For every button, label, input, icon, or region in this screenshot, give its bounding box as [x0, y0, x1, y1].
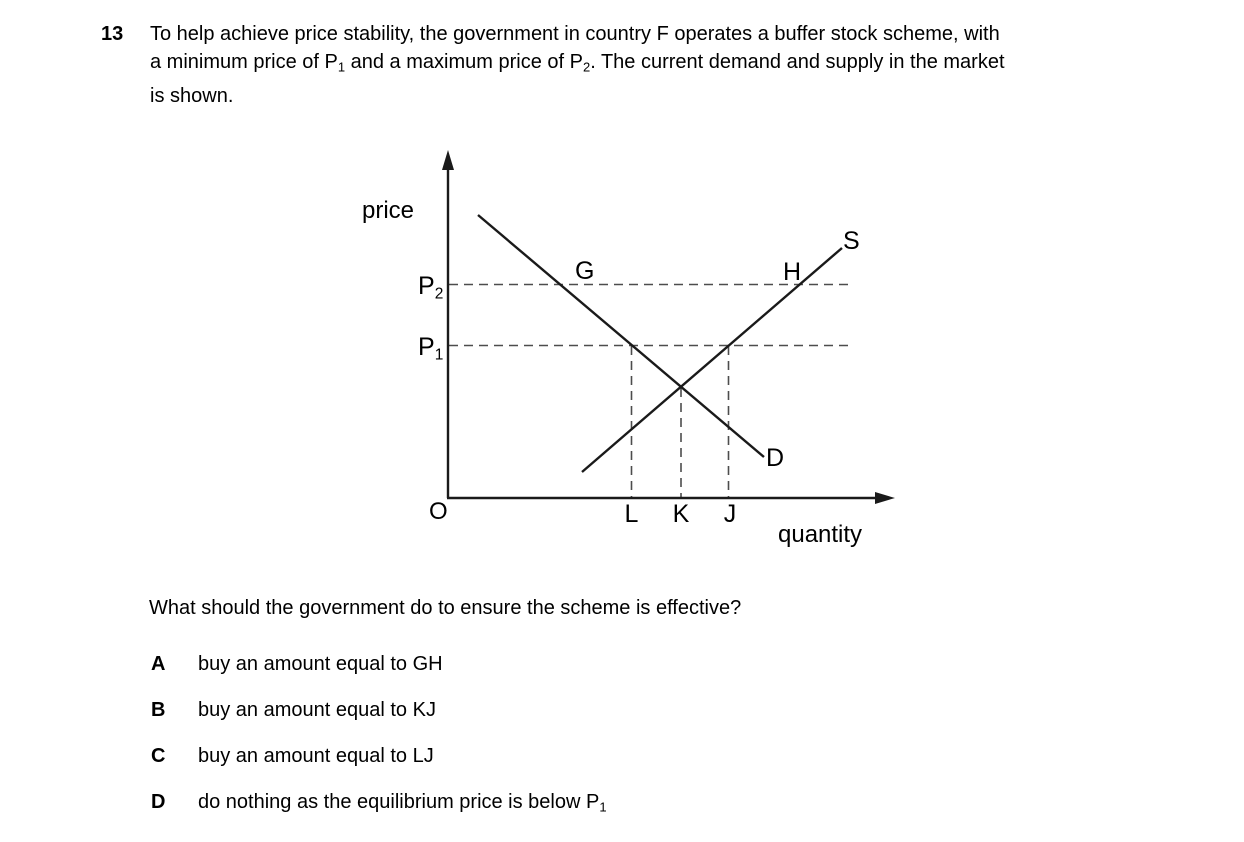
option-text: buy an amount equal to GH [198, 653, 443, 675]
demand-curve-label: D [766, 444, 785, 472]
l-point-label: L [624, 500, 639, 528]
stem-line-1: To help achieve price stability, the government in country F operates a buffer stock scheme, with [150, 23, 1000, 45]
origin-label: O [429, 498, 448, 525]
option-text: buy an amount equal to LJ [198, 745, 434, 767]
stem-line-2: a minimum price of $P_1$ and a maximum price of $P_2$. The current demand and supply in the market [150, 51, 1005, 75]
j-point-label: J [723, 500, 737, 528]
quantity-axis-label: quantity [778, 521, 863, 548]
option-letter: D [151, 791, 166, 813]
stem-line-3: is shown. [150, 84, 234, 107]
supply-curve [582, 248, 842, 472]
option-letter: A [151, 653, 166, 675]
p1-subscript: 1 [599, 799, 607, 815]
p1-subscript: 1 [337, 59, 346, 75]
option-text: buy an amount equal to KJ [198, 699, 436, 721]
option-letter: B [151, 699, 166, 721]
price-axis-arrowhead-icon [442, 150, 454, 170]
question-number: 13 [101, 23, 124, 45]
g-point-label: G [575, 257, 595, 285]
p1-label: $P_1$ [418, 333, 444, 364]
demand-curve [478, 215, 764, 457]
option-text: do nothing as the equilibrium price is below $P_1$ [198, 791, 607, 815]
quantity-axis-arrowhead-icon [875, 492, 895, 504]
option-letter: C [151, 745, 166, 767]
h-point-label: H [783, 258, 802, 286]
p2-label: $P_2$ [418, 272, 444, 303]
price-axis-label: price [362, 197, 415, 224]
p2-subscript: 2 [582, 59, 591, 75]
question-prompt: What should the government do to ensure the scheme is effective? [149, 597, 742, 619]
supply-curve-label: S [843, 227, 860, 255]
k-point-label: K [672, 500, 690, 528]
